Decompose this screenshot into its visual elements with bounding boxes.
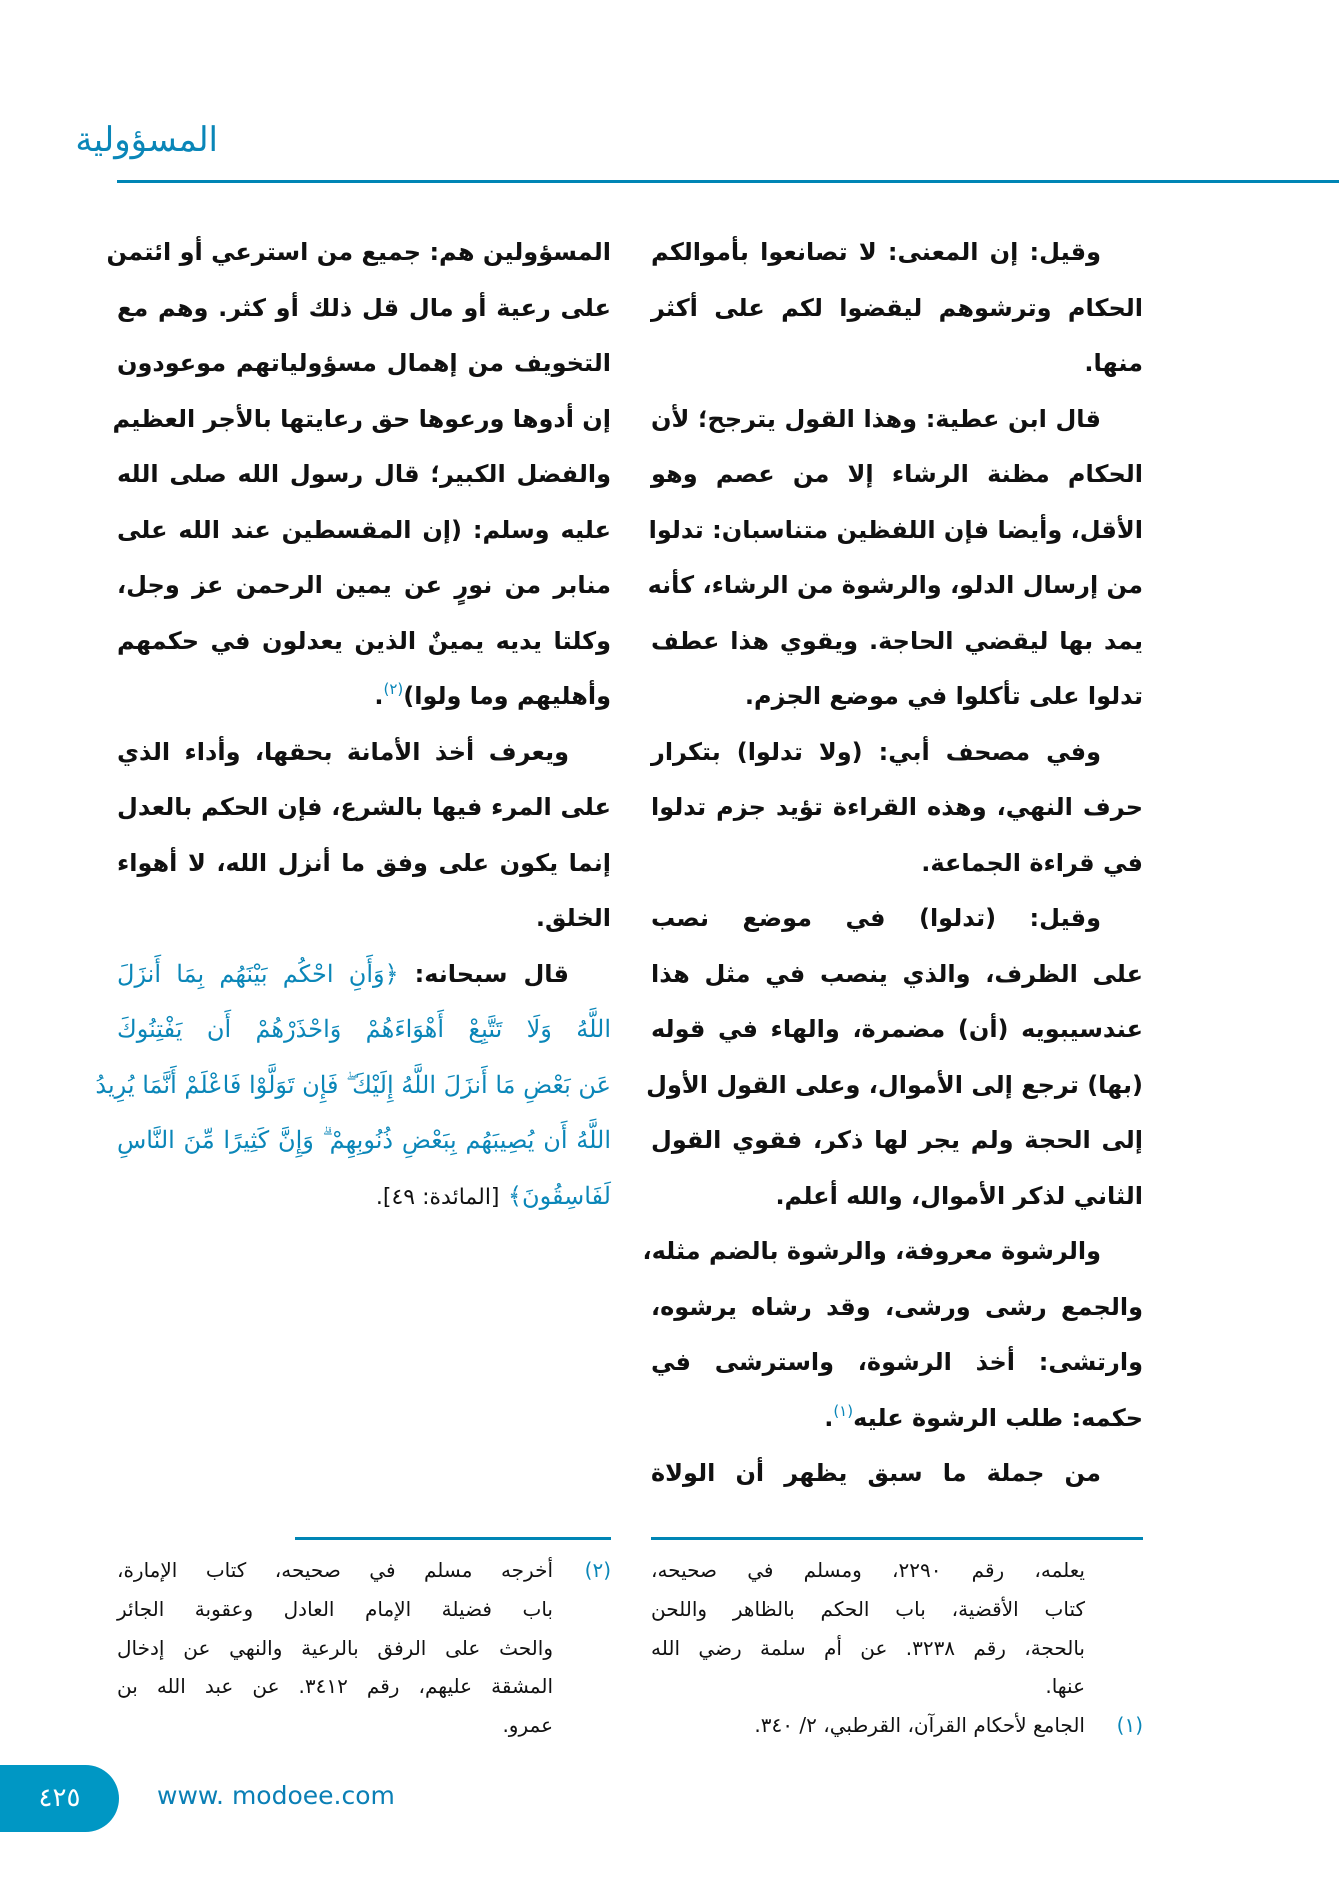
footnote-line: كتاب الأقضية، باب الحكم بالظاهر واللحن bbox=[651, 1596, 1085, 1621]
text-line: على رعية أو مال قل ذلك أو كثر. وهم مع bbox=[117, 293, 611, 322]
text-line: قال ابن عطية: وهذا القول يترجح؛ لأن bbox=[651, 404, 1101, 433]
footnote-line: يعلمه، رقم ٢٢٩٠، ومسلم في صحيحه، bbox=[651, 1558, 1086, 1582]
text-segment: وأهليهم وما ولوا) bbox=[403, 682, 611, 710]
footnote-text: الجامع لأحكام القرآن، القرطبي، ٢/ ٣٤٠. bbox=[754, 1713, 1085, 1738]
text-line: ويعرف أخذ الأمانة بحقها، وأداء الذي bbox=[117, 737, 569, 766]
text-line: والجمع رشى ورشى، وقد رشاه يرشوه، bbox=[651, 1292, 1143, 1321]
footnote-1 bbox=[651, 1706, 1143, 1745]
running-header-title: المسؤولية bbox=[75, 120, 218, 160]
footnotes-left bbox=[117, 1551, 611, 1745]
text-line: وفي مصحف أبي: (ولا تدلوا) بتكرار bbox=[651, 737, 1101, 766]
footnote-line: بالحجة، رقم ٣٢٣٨. عن أم سلمة رضي الله bbox=[651, 1635, 1085, 1660]
text-line: والفضل الكبير؛ قال رسول الله صلى الله bbox=[117, 460, 611, 488]
text-line: في قراءة الجماعة. bbox=[921, 848, 1143, 877]
quran-verse-line: اللَّهُ وَلَا تَتَّبِعْ أَهْوَاءَهُمْ وَاحْذَرْهُمْ أَن يَفْتِنُوكَ bbox=[117, 1015, 611, 1043]
footnote-line: باب فضيلة الإمام العادل وعقوبة الجائر bbox=[117, 1596, 553, 1621]
text-line: وارتشى: أخذ الرشوة، واسترشى في bbox=[651, 1348, 1143, 1376]
footnotes-right bbox=[651, 1551, 1143, 1745]
footnote-number: (٢) bbox=[584, 1558, 611, 1582]
text-line: على الظرف، والذي ينصب في مثل هذا bbox=[651, 959, 1143, 988]
footnote-number: (١) bbox=[1116, 1713, 1143, 1738]
text-line: إن أدوها ورعوها حق رعايتها بالأجر العظيم bbox=[112, 404, 611, 433]
footnote-line: المشقة عليهم، رقم ٣٤١٢. عن عبد الله بن bbox=[117, 1674, 553, 1699]
text-line: حرف النهي، وهذه القراءة تؤيد جزم تدلوا bbox=[651, 793, 1143, 821]
footnote-ref-1[interactable]: (١) bbox=[833, 1401, 854, 1420]
quran-verse-line: اللَّهُ أَن يُصِيبَهُم بِبَعْضِ ذُنُوبِهِمْ ۗ وَإِنَّ كَثِيرًا مِّنَ النَّاسِ bbox=[117, 1126, 611, 1154]
page-number-badge: ٤٢٥ bbox=[0, 1765, 119, 1832]
text-line: منابر من نورٍ عن يمين الرحمن عز وجل، bbox=[117, 571, 611, 599]
footnote-line: عنها. bbox=[1045, 1674, 1085, 1699]
text-line: إلى الحجة ولم يجر لها ذكر، فقوي القول bbox=[651, 1126, 1143, 1154]
verse-line bbox=[117, 947, 611, 1003]
text-line: من إرسال الدلو، والرشوة من الرشاء، كأنه bbox=[647, 571, 1143, 599]
text-line bbox=[117, 669, 611, 725]
quran-verse-line: عَن بَعْضِ مَا أَنزَلَ اللَّهُ إِلَيْكَ ۖ فَإِن تَوَلَّوْا فَاعْلَمْ أَنَّمَا يُرِيدُ bbox=[95, 1070, 611, 1099]
text-line: منها. bbox=[1084, 349, 1143, 377]
footnote-text: أخرجه مسلم في صحيحه، كتاب الإمارة، bbox=[117, 1558, 553, 1582]
left-column bbox=[95, 225, 611, 1224]
text-line: الحكام مظنة الرشاء إلا من عصم وهو bbox=[651, 460, 1143, 488]
footnote-line: والحث على الرفق بالرعية والنهي عن إدخال bbox=[117, 1635, 553, 1660]
text-line: الثاني لذكر الأموال، والله أعلم. bbox=[775, 1181, 1143, 1210]
text-line: وقيل: إن المعنى: لا تصانعوا بأموالكم bbox=[651, 238, 1101, 266]
text-line: وكلتا يديه يمينٌ الذين يعدلون في حكمهم bbox=[117, 626, 611, 655]
text-line: من جملة ما سبق يظهر أن الولاة bbox=[651, 1459, 1101, 1487]
text-line: الخلق. bbox=[535, 904, 611, 932]
text-line: إنما يكون على وفق ما أنزل الله، لا أهواء bbox=[117, 848, 611, 877]
text-segment: حكمه: طلب الرشوة عليه bbox=[853, 1403, 1143, 1432]
footnote-2 bbox=[117, 1551, 611, 1590]
text-line: على المرء فيها بالشرع، فإن الحكم بالعدل bbox=[117, 793, 611, 821]
footnote-line: عمرو. bbox=[502, 1713, 553, 1738]
verse-reference: [المائدة: ٤٩]. bbox=[375, 1184, 500, 1210]
verse-line bbox=[117, 1169, 611, 1225]
text-line: التخويف من إهمال مسؤولياتهم موعودون bbox=[117, 349, 611, 377]
text-line: تدلوا على تأكلوا في موضع الجزم. bbox=[744, 682, 1143, 710]
period: . bbox=[374, 682, 384, 710]
text-line: والرشوة معروفة، والرشوة بالضم مثله، bbox=[642, 1237, 1101, 1265]
quran-verse-text: لَفَاسِقُونَ﴾ bbox=[507, 1181, 611, 1210]
text-line: عندسيبويه (أن) مضمرة، والهاء في قوله bbox=[651, 1015, 1143, 1043]
website-link[interactable]: www. modoee.com bbox=[157, 1781, 395, 1810]
text-line: المسؤولين هم: جميع من استرعي أو ائتمن bbox=[106, 238, 611, 266]
text-line: وقيل: (تدلوا) في موضع نصب bbox=[651, 904, 1101, 932]
footnote-rule bbox=[295, 1537, 611, 1540]
text-line: يمد بها ليقضي الحاجة. ويقوي هذا عطف bbox=[651, 626, 1143, 655]
text-line: (بها) ترجع إلى الأموال، وعلى القول الأول bbox=[646, 1070, 1143, 1099]
text-line: الحكام وترشوهم ليقضوا لكم على أكثر bbox=[651, 293, 1143, 322]
text-line: الأقل، وأيضا فإن اللفظين متناسبان: تدلوا bbox=[648, 515, 1143, 544]
period: . bbox=[824, 1403, 834, 1432]
text-line: عليه وسلم: (إن المقسطين عند الله على bbox=[117, 515, 611, 544]
text-line bbox=[651, 1391, 1143, 1447]
quran-verse-text: ﴿وَأَنِ احْكُم بَيْنَهُم بِمَا أَنزَلَ bbox=[117, 959, 399, 988]
footnote-rule bbox=[651, 1537, 1143, 1540]
footnote-ref-2[interactable]: (٢) bbox=[383, 680, 404, 698]
header-rule bbox=[117, 180, 1339, 183]
right-column bbox=[642, 225, 1143, 1502]
verse-intro: قال سبحانه: bbox=[414, 959, 569, 988]
